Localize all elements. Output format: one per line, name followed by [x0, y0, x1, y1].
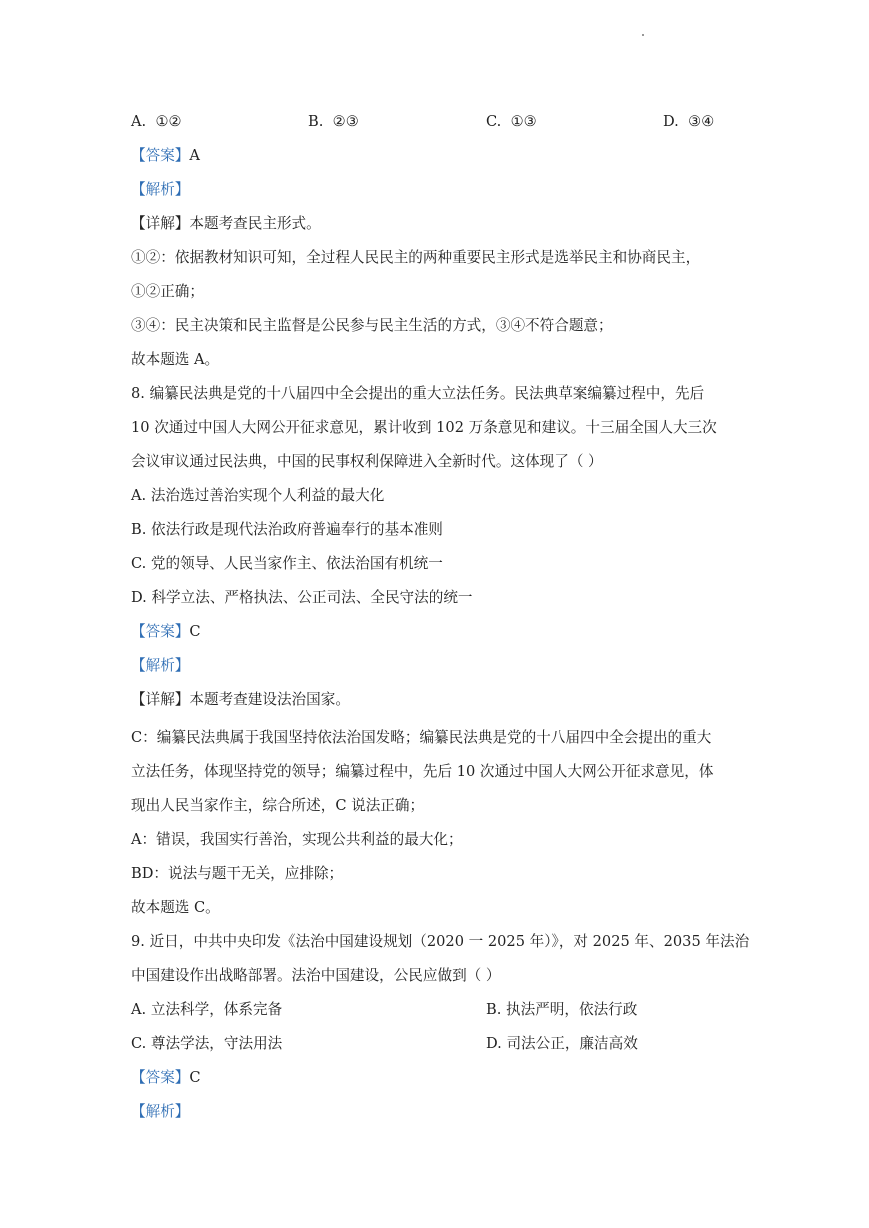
q9-option-d: D. 司法公正，廉洁高效: [486, 1035, 638, 1052]
q7-option-d: D. ③④: [663, 113, 715, 130]
q7-answer: 【答案】A: [131, 147, 200, 164]
page-dot: [642, 34, 644, 36]
q9-analysis-tag: 【解析】: [131, 1103, 190, 1120]
q8-stem-line: 8. 编纂民法典是党的十八届四中全会提出的重大立法任务。民法典草案编纂过程中，先后: [131, 385, 705, 402]
q7-detail-line: ①②正确；: [131, 283, 204, 300]
q7-detail-line: 故本题选 A。: [131, 351, 220, 368]
q8-option-b: B. 依法行政是现代法治政府普遍奉行的基本准则: [131, 521, 443, 538]
q7-option-c: C. ①③: [486, 113, 537, 130]
q7-options: [131, 112, 731, 132]
q7-detail-line: 【详解】本题考查民主形式。: [131, 215, 321, 232]
q8-detail-line: 立法任务，体现坚持党的领导；编纂过程中，先后 10 次通过中国人大网公开征求意见，体: [131, 763, 714, 780]
q8-option-a: A. 法治选过善治实现个人利益的最大化: [131, 487, 385, 504]
q9-option-c: C. 尊法学法，守法用法: [131, 1035, 283, 1052]
q7-option-b: B. ②③: [308, 113, 359, 130]
q8-detail-line: 现出人民当家作主，综合所述，C 说法正确；: [131, 797, 425, 814]
q9-answer: 【答案】C: [131, 1069, 201, 1086]
q7-detail-line: ①②：依据教材知识可知，全过程人民民主的两种重要民主形式是选举民主和协商民主，: [131, 249, 701, 266]
q8-detail-line: 故本题选 C。: [131, 899, 220, 916]
q8-stem-line: 会议审议通过民法典，中国的民事权利保障进入全新时代。这体现了（ ）: [131, 453, 603, 470]
q7-detail-line: ③④：民主决策和民主监督是公民参与民主生活的方式，③④不符合题意；: [131, 317, 613, 334]
q9-stem-line: 9. 近日，中共中央印发《法治中国建设规划（2020 一 2025 年）》，对 2025 年、2035 年法治: [131, 933, 750, 950]
q9-option-b: B. 执法严明，依法行政: [486, 1001, 638, 1018]
q8-detail-line: 【详解】本题考查建设法治国家。: [131, 691, 350, 708]
q9-option-a: A. 立法科学，体系完备: [131, 1001, 283, 1018]
q8-detail-line: BD：说法与题干无关，应排除；: [131, 865, 344, 882]
q8-option-d: D. 科学立法、严格执法、公正司法、全民守法的统一: [131, 589, 473, 606]
q8-answer: 【答案】C: [131, 623, 201, 640]
q7-option-a: A. ①②: [131, 113, 182, 130]
q8-analysis-tag: 【解析】: [131, 657, 190, 674]
q7-analysis-tag: 【解析】: [131, 181, 190, 198]
q8-stem-line: 10 次通过中国人大网公开征求意见，累计收到 102 万条意见和建议。十三届全国人大三次: [131, 419, 717, 436]
q8-detail-line: C：编纂民法典属于我国坚持依法治国发略；编纂民法典是党的十八届四中全会提出的重大: [131, 729, 712, 746]
q9-options-row: [131, 1034, 731, 1054]
q9-options-row: [131, 1000, 731, 1020]
q8-option-c: C. 党的领导、人民当家作主、依法治国有机统一: [131, 555, 443, 572]
q9-stem-line: 中国建设作出战略部署。法治中国建设，公民应做到（ ）: [131, 967, 501, 984]
q8-detail-line: A：错误，我国实行善治，实现公共利益的最大化；: [131, 831, 463, 848]
